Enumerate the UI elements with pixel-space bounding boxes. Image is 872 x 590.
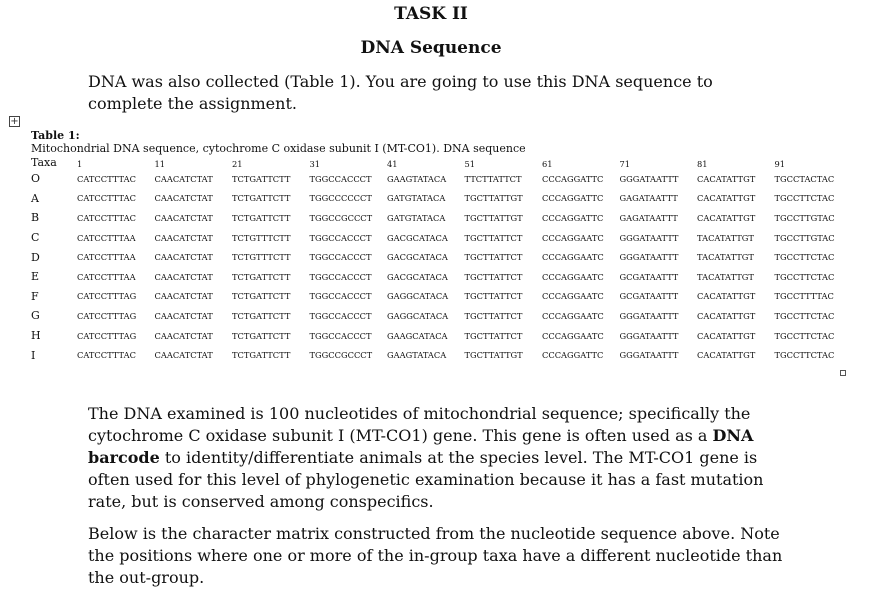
task-title: TASK II (394, 4, 468, 24)
table-row (31, 267, 852, 287)
table-header-row (31, 155, 852, 169)
sequence-cell: GAGATAATTT (619, 193, 678, 204)
sequence-cell: TGCCTACTAC (774, 173, 835, 184)
sequence-cell: CCCAGGAATC (542, 232, 604, 243)
table-1 (31, 129, 852, 365)
sequence-cell: TACATATTGT (697, 271, 754, 282)
table-row (31, 208, 852, 228)
sequence-cell: CCCAGGAATC (542, 271, 604, 282)
table-row (31, 345, 852, 365)
position-header: 61 (542, 159, 553, 169)
sequence-cell: TACATATTGT (697, 252, 754, 263)
position-header: 81 (697, 159, 708, 169)
sequence-cell: CATCCTTTAA (77, 232, 136, 243)
sequence-cell: CCCAGGATTC (542, 173, 604, 184)
table-row (31, 326, 852, 346)
sequence-cell: TGCCTTCTAC (774, 271, 835, 282)
sequence-cell: CAACATCTAT (154, 193, 213, 204)
sequence-cell: TGGCCACCCT (309, 310, 372, 321)
table-row (31, 189, 852, 209)
sequence-cell: TGGCCGCCCT (309, 212, 373, 223)
sequence-cell: CACATATTGT (697, 193, 756, 204)
position-header: 71 (619, 159, 631, 169)
sequence-cell: CCCAGGATTC (542, 212, 604, 223)
dna-barcode-term: DNA barcode (88, 426, 754, 467)
position-header: 11 (154, 159, 166, 169)
sequence-cell: TCTGATTCTT (232, 310, 291, 321)
intro-paragraph: DNA was also collected (Table 1). You are going to use this DNA sequence to complete the assignment. (88, 72, 713, 113)
sequence-cell: CATCCTTTAG (77, 330, 137, 341)
sequence-cell: TGGCCACCCT (309, 330, 372, 341)
position-header: 41 (387, 159, 398, 169)
sequence-cell: GACGCATACA (387, 271, 448, 282)
table-resize-handle[interactable] (840, 370, 846, 376)
sequence-cell: GAGATAATTT (619, 212, 678, 223)
sequence-cell: CCCAGGATTC (542, 350, 604, 361)
sequence-cell: TCTGATTCTT (232, 193, 291, 204)
barcode-paragraph (88, 403, 788, 513)
dna-sequence-table (31, 155, 852, 365)
sequence-cell: TCTGATTCTT (232, 212, 291, 223)
taxa-header: Taxa (31, 156, 57, 169)
sequence-cell: GCGATAATTT (619, 291, 679, 302)
sequence-cell: TGCTTATTGT (464, 212, 523, 223)
position-header: 51 (464, 159, 476, 169)
sequence-cell: TGCTTATTCT (464, 232, 523, 243)
sequence-cell: GATGTATACA (387, 193, 446, 204)
sequence-cell: TGCTTATTCT (464, 310, 523, 321)
table-row (31, 306, 852, 326)
sequence-cell: TGCTTATTCT (464, 271, 523, 282)
sequence-cell: CAACATCTAT (154, 232, 213, 243)
taxon-label: A (31, 191, 39, 205)
sequence-cell: TCTGTTTCTT (232, 252, 291, 263)
sequence-cell: GAGGCATACA (387, 291, 449, 302)
sequence-cell: CATCCTTTAC (77, 212, 136, 223)
sequence-cell: CATCCTTTAG (77, 310, 137, 321)
sequence-cell: CATCCTTTAC (77, 193, 136, 204)
sequence-cell: CAACATCTAT (154, 212, 213, 223)
sequence-cell: GAGGCATACA (387, 310, 449, 321)
sequence-cell: CACATATTGT (697, 330, 756, 341)
sequence-cell: CAACATCTAT (154, 173, 213, 184)
sequence-cell: GGGATAATTT (619, 350, 679, 361)
sequence-cell: CAACATCTAT (154, 291, 213, 302)
sequence-cell: CAACATCTAT (154, 310, 213, 321)
table-row (31, 169, 852, 189)
sequence-cell: GATGTATACA (387, 212, 446, 223)
sequence-cell: CACATATTGT (697, 291, 756, 302)
sequence-cell: CCCAGGAATC (542, 310, 604, 321)
sequence-cell: CAACATCTAT (154, 271, 213, 282)
sequence-cell: GACGCATACA (387, 232, 448, 243)
sequence-cell: GGGATAATTT (619, 232, 679, 243)
sequence-cell: TCTGTTTCTT (232, 232, 291, 243)
position-header: 21 (232, 159, 243, 169)
sequence-cell: GACGCATACA (387, 252, 448, 263)
table-caption-label: Table 1: (31, 129, 80, 142)
sequence-cell: TCTGATTCTT (232, 271, 291, 282)
sequence-cell: TGCTTATTGT (464, 350, 523, 361)
sequence-cell: TCTGATTCTT (232, 350, 291, 361)
sequence-cell: CATCCTTTAG (77, 291, 137, 302)
sequence-cell: TGGCCACCCT (309, 291, 372, 302)
sequence-cell: TGCTTATTCT (464, 252, 523, 263)
sequence-cell: GGGATAATTT (619, 173, 679, 184)
sequence-cell: TGGCCACCCT (309, 173, 372, 184)
sequence-cell: TCTGATTCTT (232, 291, 291, 302)
sequence-cell: GAAGTATACA (387, 173, 447, 184)
sequence-cell: CAACATCTAT (154, 350, 213, 361)
sequence-cell: CACATATTGT (697, 350, 756, 361)
sequence-cell: TGGCCGCCCT (309, 350, 373, 361)
taxon-label: D (31, 250, 40, 264)
sequence-cell: TCTGATTCTT (232, 173, 291, 184)
taxon-label: H (31, 329, 41, 343)
character-matrix-paragraph: Below is the character matrix constructed from the nucleotide sequence above. Note the positions where one or more of the in-group taxa have a different nucleotide than the out-group. (88, 524, 783, 587)
barcode-paragraph-part2: to identity/differentiate animals at the species level. The MT-CO1 gene is often used for this level of phylogenetic examination because it has a fast mutation rate, but is conserved among conspecifics. (88, 448, 764, 511)
table-row (31, 247, 852, 267)
sequence-cell: TGCTTATTGT (464, 193, 523, 204)
sequence-cell: GGGATAATTT (619, 252, 679, 263)
sequence-cell: GAAGTATACA (387, 350, 447, 361)
sequence-cell: TGCCTTCTAC (774, 252, 835, 263)
sequence-cell: TGCCTTTTAC (774, 291, 834, 302)
sequence-cell: CCCAGGATTC (542, 193, 604, 204)
sequence-cell: TGGCCACCCT (309, 271, 372, 282)
sequence-cell: GGGATAATTT (619, 310, 679, 321)
sequence-cell: TGGCCACCCT (309, 232, 372, 243)
table-move-handle-icon[interactable]: + (10, 116, 19, 127)
sequence-cell: GAAGCATACA (387, 330, 448, 341)
sequence-cell: CAACATCTAT (154, 252, 213, 263)
sequence-cell: TGCCTTCTAC (774, 310, 835, 321)
sequence-cell: CCCAGGAATC (542, 252, 604, 263)
taxon-label: F (31, 289, 39, 303)
sequence-cell: TGCTTATTCT (464, 291, 523, 302)
sequence-cell: TGCTTATTCT (464, 330, 523, 341)
sequence-cell: CAACATCTAT (154, 330, 213, 341)
sequence-cell: CACATATTGT (697, 310, 756, 321)
position-header: 91 (774, 159, 786, 169)
sequence-cell: TGCCTTGTAC (774, 212, 835, 223)
sequence-cell: TCTGATTCTT (232, 330, 291, 341)
position-header: 1 (77, 159, 83, 169)
sequence-cell: CCCAGGAATC (542, 330, 604, 341)
taxon-label: G (31, 309, 40, 323)
section-title: DNA Sequence (360, 38, 502, 58)
sequence-cell: CCCAGGAATC (542, 291, 604, 302)
sequence-cell: TGGCCACCCT (309, 252, 372, 263)
sequence-cell: CATCCTTTAA (77, 252, 136, 263)
taxon-label: O (31, 172, 41, 186)
sequence-cell: TGCCTTGTAC (774, 232, 835, 243)
table-caption-text: Mitochondrial DNA sequence, cytochrome C oxidase subunit I (MT-CO1). DNA sequence (31, 142, 526, 155)
sequence-cell: CATCCTTTAC (77, 350, 136, 361)
sequence-cell: CATCCTTTAC (77, 173, 136, 184)
taxon-label: E (31, 270, 40, 284)
sequence-cell: GGGATAATTT (619, 330, 679, 341)
table-row (31, 287, 852, 307)
taxon-label: C (31, 231, 40, 245)
sequence-cell: TACATATTGT (697, 232, 754, 243)
position-header: 31 (309, 159, 321, 169)
sequence-cell: TGCCTTCTAC (774, 193, 835, 204)
taxon-label: I (31, 348, 36, 362)
sequence-cell: TTCTTATTCT (464, 173, 522, 184)
taxon-label: B (31, 211, 40, 225)
sequence-cell: GCGATAATTT (619, 271, 679, 282)
sequence-cell: CACATATTGT (697, 212, 756, 223)
sequence-cell: TGCCTTCTAC (774, 350, 835, 361)
sequence-cell: TGCCTTCTAC (774, 330, 835, 341)
barcode-paragraph-part1: The DNA examined is 100 nucleotides of mitochondrial sequence; specifically the cytochrome C oxidase subunit I (MT-CO1) gene. This gene is often used as a (88, 404, 751, 445)
sequence-cell: TGGCCCCCCT (309, 193, 372, 204)
sequence-cell: CACATATTGT (697, 173, 756, 184)
sequence-cell: CATCCTTTAA (77, 271, 136, 282)
table-row (31, 228, 852, 248)
